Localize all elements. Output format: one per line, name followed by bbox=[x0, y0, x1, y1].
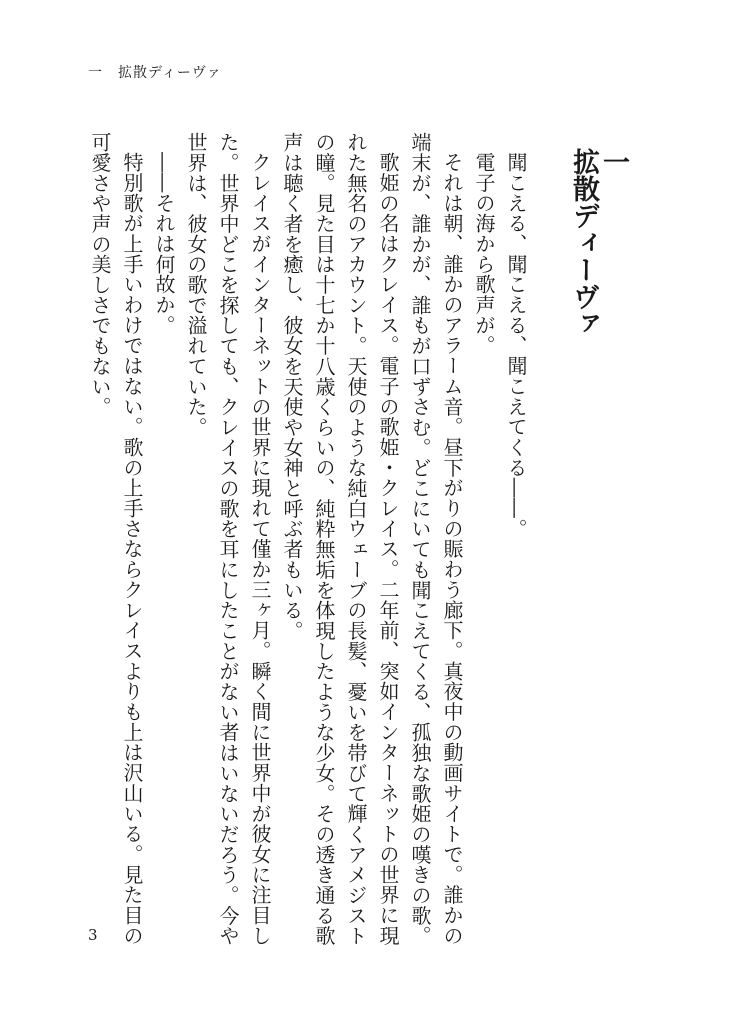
chapter-number: 一 bbox=[598, 148, 629, 175]
page-number: 3 bbox=[88, 926, 98, 944]
body-line: の瞳。見た目は十七か十八歳くらいの、純粋無垢を体現したような少女。その透き通る歌 bbox=[312, 132, 336, 946]
chapter-heading bbox=[568, 148, 628, 337]
body-line: それは朝、誰かのアラーム音。昼下がりの賑わう廊下。真夜中の動画サイトで。誰かの bbox=[440, 152, 464, 946]
chapter-title: 拡散ディーヴァ bbox=[568, 148, 599, 337]
body-line: クレイスがインターネットの世界に現れて僅か三ヶ月。瞬く間に世界中が彼女に注目し bbox=[248, 152, 272, 946]
body-line: れた無名のアカウント。天使のような純白ウェーブの長髪、憂いを帯びて輝くアメジスト bbox=[344, 132, 368, 946]
body-line: た。世界中どこを探しても、クレイスの歌を耳にしたことがない者はいないだろう。今や bbox=[216, 132, 240, 946]
body-line: 特別歌が上手いわけではない。歌の上手さならクレイスよりも上は沢山いる。見た目の bbox=[120, 152, 144, 946]
body-line: 歌姫の名はクレイス。電子の歌姫・クレイス。二年前、突如インターネットの世界に現 bbox=[376, 152, 400, 946]
body-line: 電子の海から歌声が。 bbox=[472, 152, 496, 356]
body-line: 聞こえる、聞こえる、聞こえてくる――。 bbox=[504, 152, 528, 539]
body-line: 可愛さや声の美しさでもない。 bbox=[88, 132, 112, 417]
body-line: 世界は、彼女の歌で溢れていた。 bbox=[184, 132, 208, 438]
body-line: ――それは何故か。 bbox=[152, 152, 176, 336]
running-header: 一 拡散ディーヴァ bbox=[88, 65, 222, 81]
body-line: 声は聴く者を癒し、彼女を天使や女神と呼ぶ者もいる。 bbox=[280, 132, 304, 641]
body-line: 端末が、誰かが、誰もが口ずさむ。どこにいても聞こえてくる、孤独な歌姫の嘆きの歌。 bbox=[408, 132, 432, 946]
